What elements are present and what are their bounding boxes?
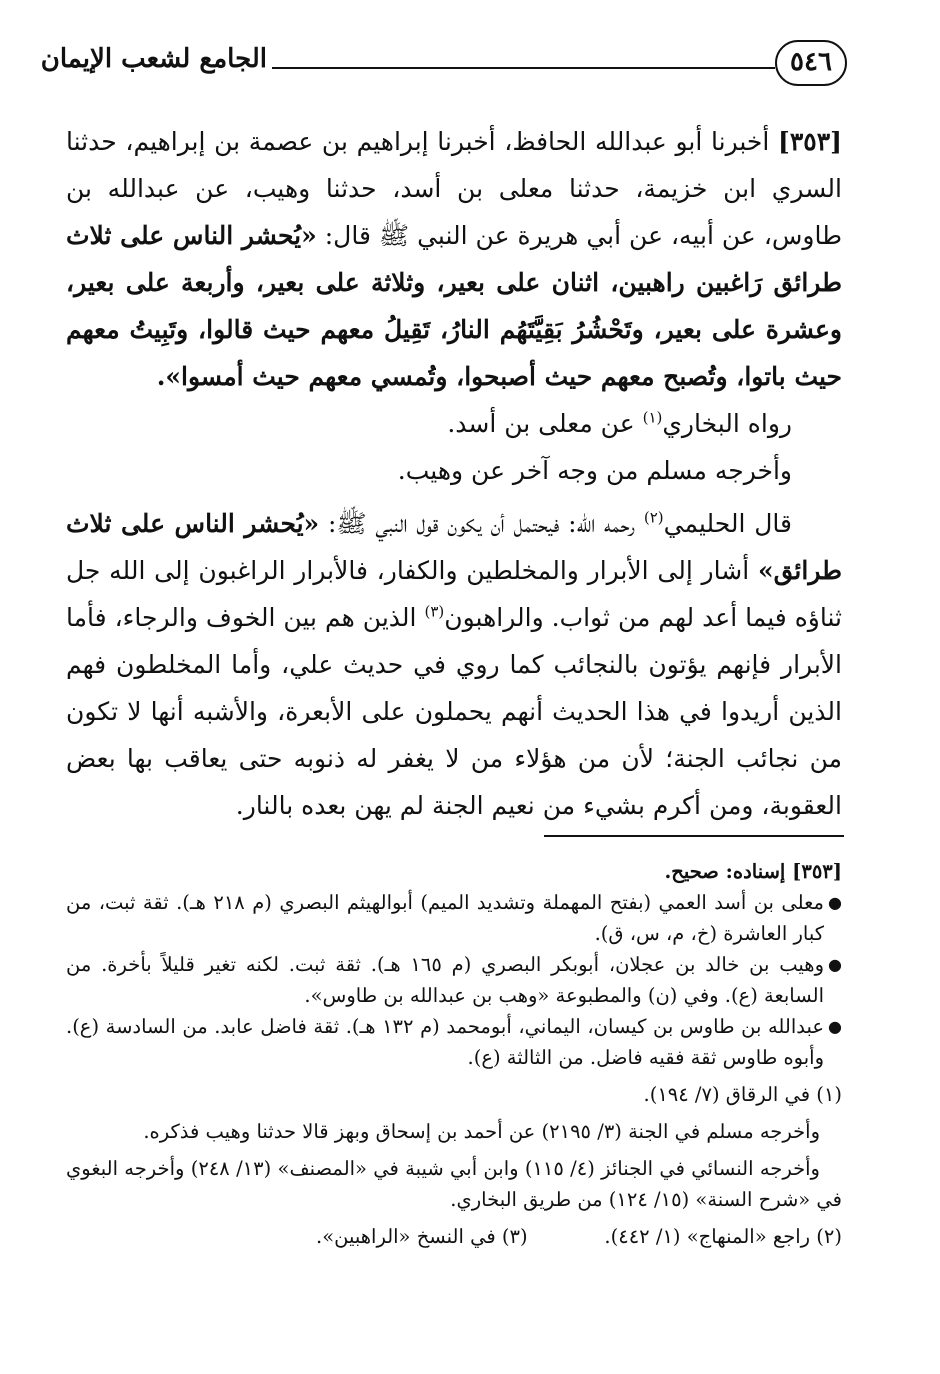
footnote-2: (٢) راجع «المنهاج» (١/ ٤٤٢). — [604, 1225, 842, 1248]
bullet-icon: ● — [828, 955, 842, 974]
footnote-marker-1: (١) — [642, 408, 663, 427]
narrator-note — [66, 887, 842, 949]
halimi-paragraph — [66, 500, 842, 829]
halimi-quote: «يُحشر الناس على ثلاث طرائق» — [66, 509, 843, 585]
footnote-3: (٣) في النسخ «الراهبين». — [316, 1225, 528, 1248]
bukhari-text: رواه البخاري — [662, 409, 792, 438]
footnote-1-muslim: وأخرجه مسلم في الجنة (٣/ ٢١٩٥) عن أحمد بن إسحاق وبهز قالا حدثنا وهيب فذكره. — [143, 1120, 820, 1143]
main-text — [66, 118, 842, 829]
footnote-marker-3: (٣) — [424, 602, 445, 621]
hadith-matn: «يُحشر الناس على ثلاث طرائق رَاغبين راهبين، اثنان على بعير، وثلاثة على بعير، وأربعة على بعير، وعشرة على بعير، وتَحْشُرُ بَقِيَّتَهُم النارُ، تَقِيلُ معهم حيث قالوا، وتَبِيتُ معهم حيث باتوا، وتُصبح معهم حيث أصبحوا، وتُمسي معهم حيث أمسوا». — [66, 221, 842, 391]
isnad-grade: [٣٥٣] إسناده: صحيح. — [664, 860, 842, 883]
bullet-icon: ● — [828, 1017, 842, 1036]
hadith-paragraph — [66, 118, 842, 400]
footnote-1-nasai: وأخرجه النسائي في الجنائز (٤/ ١١٥) وابن أبي شيبة في «المصنف» (١٣/ ٢٤٨) وأخرجه البغوي في «شرح السنة» (١٥/ ١٢٤) من طريق البخاري. — [66, 1157, 842, 1211]
page-header — [40, 38, 847, 94]
halimi-text-2: رحمه الله: فيحتمل أن يكون قول النبي ﷺ: — [327, 509, 636, 538]
header-rule — [272, 67, 775, 69]
hadith-number: [٣٥٣] — [778, 127, 842, 156]
muslim-line: وأخرجه مسلم من وجه آخر عن وهيب. — [397, 456, 792, 485]
hadith-isnad: أخبرنا أبو عبدالله الحافظ، أخبرنا إبراهيم بن عصمة بن إبراهيم، حدثنا السري ابن خزيمة، حدثنا معلى بن أسد، حدثنا وهيب، عن عبدالله بن طاوس، عن أبيه، عن أبي هريرة عن النبي ﷺ قال: — [66, 127, 842, 250]
halimi-text-4: الذين هم بين الخوف والرجاء، فأما الأبرار فإنهم يؤتون بالنجائب كما روي في حديث علي، وأما المخلطون فهم الذين أريدوا في هذا الحديث أنهم يحملون على الأبعرة، والأشبه أنها لا تكون من نجائب الجنة؛ لأن من هؤلاء من لا يغفر له ذنوبه حتى يعاقب بها بعض العقوبة، ومن أكرم بشيء من نعيم الجنة لم يهن بعده بالنار. — [66, 603, 842, 820]
narrator-note — [66, 1011, 842, 1073]
footnotes-2-3 — [66, 1221, 842, 1252]
narrator-text-3: عبدالله بن طاوس بن كيسان، اليماني، أبومحمد (م ١٣٢ هـ). ثقة فاضل عابد. من السادسة (ع). وأبوه طاوس ثقة فقيه فاضل. من الثالثة (ع). — [66, 1015, 824, 1069]
bukhari-line — [66, 400, 842, 447]
narrator-text-1: معلى بن أسد العمي (بفتح المهملة وتشديد الميم) أبوالهيثم البصري (م ٢١٨ هـ). ثقة ثبت، من كبار العاشرة (خ، م، س، ق). — [66, 891, 824, 945]
footnote-marker-2: (٢) — [643, 508, 664, 527]
bullet-icon: ● — [828, 893, 842, 912]
halimi-text-3: أشار إلى الأبرار والمخلطين والكفار، فالأبرار الراغبون إلى الله جل ثناؤه فيما أعد لهم من ثواب. والراهبون — [66, 556, 842, 632]
footnote-1: (١) في الرقاق (٧/ ١٩٤). — [643, 1083, 842, 1106]
narrator-note — [66, 949, 842, 1011]
footnotes — [66, 856, 842, 1252]
narrator-text-2: وهيب بن خالد بن عجلان، أبوبكر البصري (م ١٦٥ هـ). ثقة ثبت. لكنه تغير قليلاً بأخرة. من السابعة (ع). وفي (ن) والمطبوعة «وهب بن عبدالله بن طاوس». — [66, 953, 824, 1007]
halimi-text: قال الحليمي — [663, 509, 792, 538]
bukhari-text-end: عن معلى بن أسد. — [447, 409, 635, 438]
page-number: ٥٤٦ — [775, 40, 847, 86]
book-title: الجامع لشعب الإيمان — [40, 44, 267, 74]
footnote-rule — [544, 835, 844, 837]
